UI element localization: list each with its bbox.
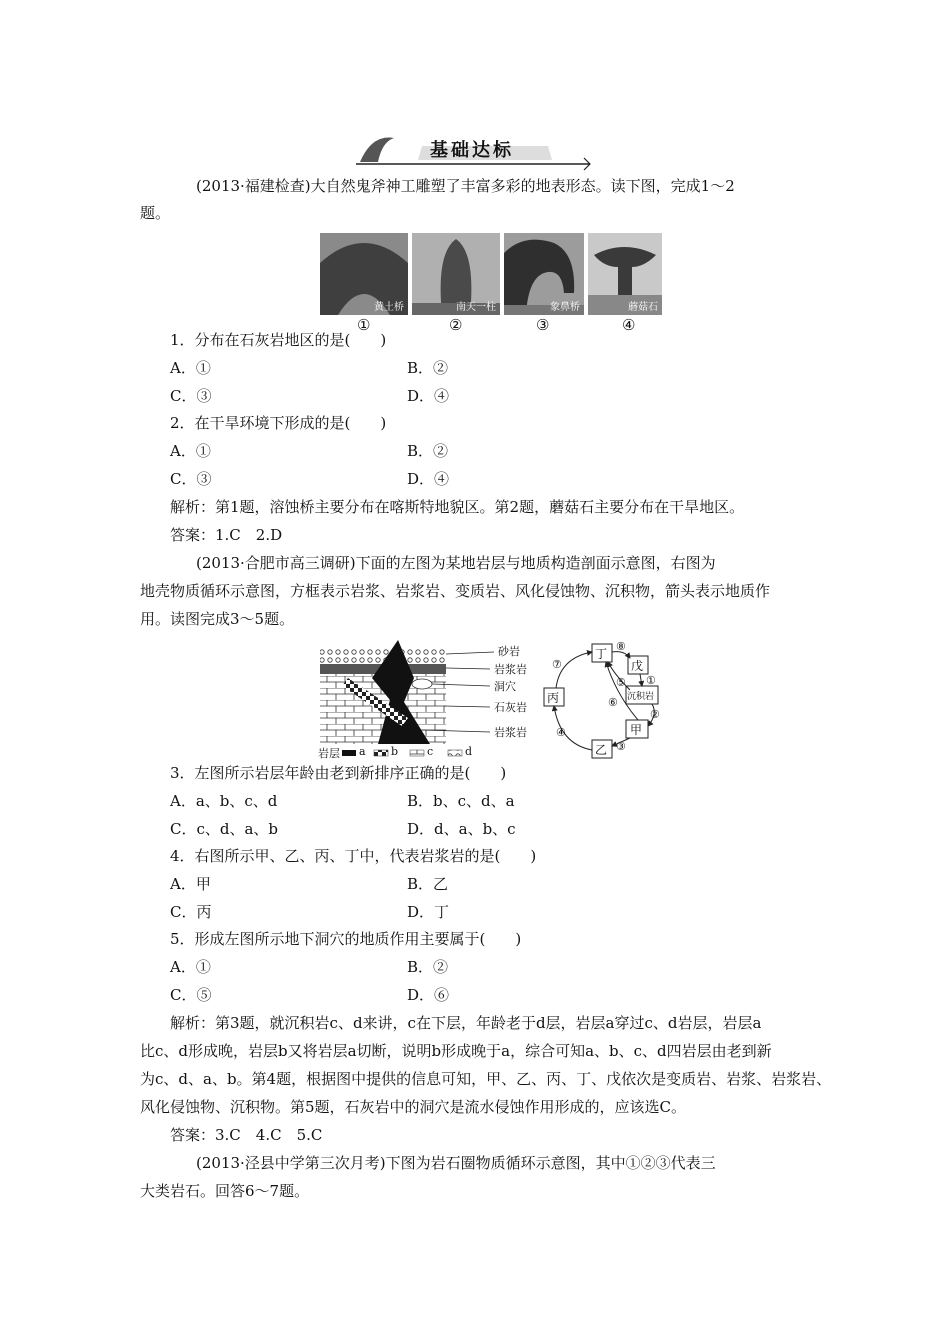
label-cave: 洞穴	[494, 680, 516, 693]
intro2-line1: (2013·合肥市高三调研)下面的左图为某地岩层与地质构造剖面示意图，右图为	[196, 554, 716, 572]
q4-option-c: C．丙	[170, 903, 212, 921]
photo-elephant-trunk	[504, 233, 584, 315]
q2-option-a: A．①	[170, 442, 211, 460]
q2-option-d: D．④	[407, 470, 450, 488]
intro2-line2: 地壳物质循环示意图，方框表示岩浆、岩浆岩、变质岩、风化侵蚀物、沉积物，箭头表示地质作	[140, 582, 771, 600]
photo-loess-bridge	[320, 233, 408, 315]
section-title: 基础达标	[430, 140, 514, 161]
q3-option-c: C．c、d、a、b	[170, 820, 279, 838]
crust-cycle-figure	[542, 640, 682, 762]
q5-stem: 5．形成左图所示地下洞穴的地质作用主要属于( )	[170, 930, 522, 948]
arrow-label-3: ③	[616, 740, 626, 753]
analysis2-line1: 解析：第3题，就沉积岩c、d来讲，c在下层，年龄老于d层，岩层a穿过c、d岩层，岩层a	[170, 1014, 762, 1032]
q2-option-c: C．③	[170, 470, 212, 488]
photo-pillar	[412, 233, 500, 315]
legend-a: a	[359, 745, 366, 758]
q3-stem: 3．左图所示岩层年龄由老到新排序正确的是( )	[170, 764, 507, 782]
answer1: 答案：1.C 2.D	[170, 526, 283, 544]
q3-option-a: A．a、b、c、d	[170, 792, 278, 810]
box-wu: 戊	[631, 659, 644, 673]
photo-number: ④	[622, 316, 636, 334]
label-igneous-rock: 岩浆岩	[494, 663, 527, 676]
photo-caption: 蘑菇石	[628, 302, 658, 313]
box-yi: 乙	[595, 743, 608, 757]
analysis1: 解析：第1题，溶蚀桥主要分布在喀斯特地貌区。第2题，蘑菇石主要分布在干旱地区。	[170, 498, 745, 516]
arrow-label-6: ⑥	[608, 696, 618, 709]
arrow-label-5: ⑤	[616, 676, 626, 689]
photo-number: ①	[357, 316, 371, 334]
arrow-label-4: ④	[556, 726, 566, 739]
q5-option-c: C．⑤	[170, 986, 212, 1004]
label-limestone: 石灰岩	[494, 701, 527, 714]
box-ding: 丁	[595, 647, 608, 661]
analysis2-line3: 为c、d、a、b。第4题，根据图中提供的信息可知，甲、乙、丙、丁、戊依次是变质岩、岩浆、岩浆岩、	[140, 1070, 832, 1088]
photo-caption: 黄土桥	[374, 302, 404, 313]
section-banner	[352, 132, 592, 172]
q5-option-a: A．①	[170, 958, 211, 976]
q4-option-a: A．甲	[170, 875, 211, 893]
q3-option-b: B．b、c、d、a	[407, 792, 515, 810]
strata-cross-section-figure	[318, 640, 538, 762]
arrow-label-2: ②	[650, 708, 660, 721]
q4-stem: 4．右图所示甲、乙、丙、丁中，代表岩浆岩的是( )	[170, 847, 537, 865]
q1-option-b: B．②	[407, 359, 449, 377]
photo-caption: 象鼻桥	[550, 302, 580, 313]
legend-b: b	[391, 745, 399, 758]
q1-option-c: C．③	[170, 387, 212, 405]
analysis2-line4: 风化侵蚀物、沉积物。第5题，石灰岩中的洞穴是流水侵蚀作用形成的，应该选C。	[140, 1098, 687, 1116]
label-igneous-rock-2: 岩浆岩	[494, 726, 527, 739]
photo-number: ③	[536, 316, 550, 334]
intro1-line2: 题。	[140, 204, 171, 222]
arrow-label-1: ①	[646, 674, 656, 687]
photo-mushroom-rock	[588, 233, 662, 315]
photo-caption: 南天一柱	[456, 302, 496, 313]
q5-option-b: B．②	[407, 958, 449, 976]
intro2-line3: 用。读图完成3～5题。	[140, 610, 295, 628]
photo-number: ②	[449, 316, 463, 334]
arrow-label-7: ⑦	[552, 658, 562, 671]
legend-d: d	[465, 745, 473, 758]
arrow-label-8: ⑧	[616, 640, 626, 653]
legend-c: c	[427, 745, 434, 758]
q1-option-a: A．①	[170, 359, 211, 377]
box-jia: 甲	[630, 723, 643, 737]
box-bing: 丙	[547, 691, 560, 705]
q5-option-d: D．⑥	[407, 986, 450, 1004]
answer2: 答案：3.C 4.C 5.C	[170, 1126, 323, 1144]
q1-option-d: D．④	[407, 387, 450, 405]
q4-option-b: B．乙	[407, 875, 449, 893]
label-sandstone: 砂岩	[498, 645, 520, 658]
box-sedimentary-rock: 沉积岩	[627, 692, 655, 702]
intro3-line1: (2013·泾县中学第三次月考)下图为岩石圈物质循环示意图，其中①②③代表三	[196, 1154, 716, 1172]
legend-title: 岩层	[318, 747, 340, 760]
q3-option-d: D．d、a、b、c	[407, 820, 516, 838]
intro1-line1: (2013·福建检查)大自然鬼斧神工雕塑了丰富多彩的地表形态。读下图，完成1～2	[196, 177, 735, 195]
q2-option-b: B．②	[407, 442, 449, 460]
q4-option-d: D．丁	[407, 903, 450, 921]
analysis2-line2: 比c、d形成晚，岩层b又将岩层a切断，说明b形成晚于a，综合可知a、b、c、d四岩层由老到新	[140, 1042, 772, 1060]
intro3-line2: 大类岩石。回答6～7题。	[140, 1182, 310, 1200]
q1-stem: 1．分布在石灰岩地区的是( )	[170, 331, 387, 349]
q2-stem: 2．在干旱环境下形成的是( )	[170, 414, 387, 432]
